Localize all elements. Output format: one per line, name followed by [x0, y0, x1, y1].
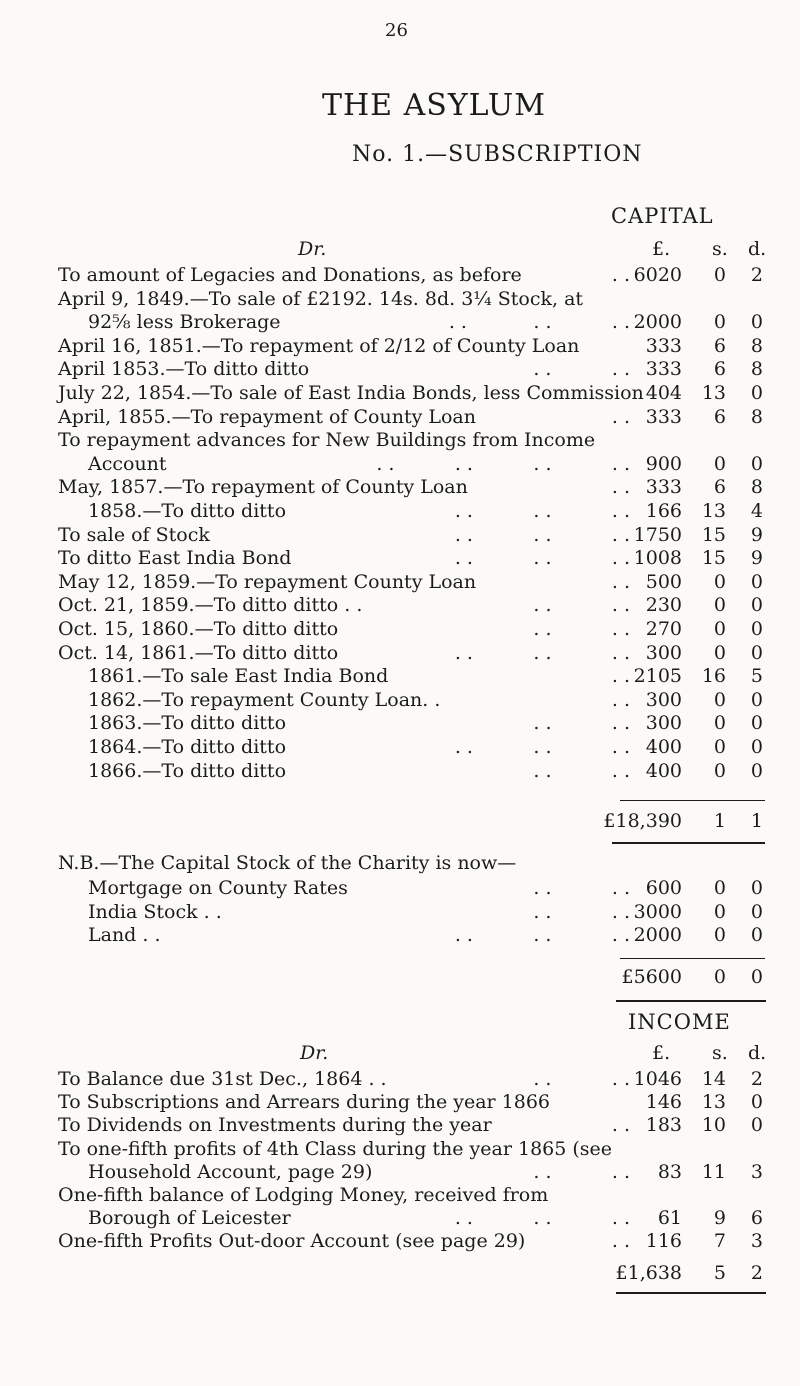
ledger-row	[0, 760, 800, 784]
shillings-value: 10	[701, 1114, 726, 1137]
income-pounds-header: £.	[652, 1042, 671, 1064]
row-label: 1864.—To ditto ditto	[88, 736, 287, 758]
pence-value: 0	[750, 570, 763, 593]
income-pence-header: d.	[748, 1042, 767, 1064]
leader-dots: . . . . . .	[436, 311, 630, 334]
pence-value: 0	[750, 1091, 763, 1114]
row-label: Oct. 14, 1861.—To ditto ditto	[58, 641, 339, 664]
ledger-row	[0, 665, 800, 689]
pence-value: 3	[750, 1160, 763, 1183]
row-label: 1863.—To ditto ditto	[88, 712, 287, 735]
capital-shillings-header: s.	[712, 238, 728, 260]
row-label: To repayment advances for New Buildings from Income	[58, 429, 596, 452]
leader-dots: . .	[575, 1230, 630, 1253]
shillings-value: 11	[701, 1160, 726, 1183]
pence-value: 8	[750, 358, 763, 381]
row-label: April 16, 1851.—To repayment of 2/12 of County Loan	[58, 334, 580, 357]
shillings-value: 0	[713, 594, 726, 617]
ledger-row	[0, 311, 800, 335]
ledger-row	[0, 712, 800, 736]
row-label: 92⅝ less Brokerage	[88, 311, 281, 334]
shillings-value: 0	[713, 641, 726, 664]
pounds-value: 61	[657, 1207, 682, 1230]
leader-dots: . . . .	[491, 358, 630, 381]
pounds-value: 230	[645, 594, 682, 617]
pence-value: 8	[750, 334, 763, 357]
ledger-row	[0, 288, 800, 312]
pence-value: 0	[750, 712, 763, 735]
shillings-value: 0	[713, 264, 726, 286]
pounds-value: 333	[645, 405, 682, 428]
row-label: To sale of Stock	[58, 523, 210, 546]
income-total-pounds: £1,638	[615, 1262, 682, 1284]
ledger-row	[0, 1161, 800, 1185]
page-number: 26	[385, 20, 408, 41]
ledger-row	[0, 642, 800, 666]
pence-value: 8	[750, 405, 763, 428]
pence-value: 3	[750, 1230, 763, 1253]
pounds-value: 400	[645, 736, 682, 758]
shillings-value: 6	[713, 358, 726, 381]
shillings-value: 16	[701, 665, 726, 688]
row-label: July 22, 1854.—To sale of East India Bonds, less Commission	[58, 382, 644, 404]
leader-dots: . . . .	[497, 618, 630, 640]
nb-intro: N.B.—The Capital Stock of the Charity is now—	[58, 852, 517, 874]
pence-value: 8	[750, 476, 763, 499]
leader-dots: . . . . . .	[418, 1207, 630, 1230]
leader-dots: . .	[563, 476, 630, 499]
nb-subtotal-rule	[620, 958, 765, 959]
pounds-value: 333	[645, 476, 682, 499]
ledger-row	[0, 524, 800, 548]
pounds-value: 1046	[633, 1068, 682, 1090]
row-label: To ditto East India Bond	[58, 547, 292, 570]
row-label: To one-fifth profits of 4th Class during the year 1865 (see	[58, 1137, 613, 1160]
row-label: May 12, 1859.—To repayment County Loan	[58, 570, 477, 593]
row-label: Oct. 21, 1859.—To ditto ditto . .	[58, 594, 363, 617]
row-label: April, 1855.—To repayment of County Loan	[58, 405, 476, 428]
row-label: One-fifth balance of Lodging Money, received from	[58, 1184, 549, 1206]
income-shillings-header: s.	[712, 1042, 728, 1064]
ledger-row	[0, 901, 800, 925]
ledger-row	[0, 453, 800, 477]
shillings-value: 0	[713, 570, 726, 593]
ledger-row	[0, 594, 800, 618]
pounds-value: 270	[645, 618, 682, 640]
row-label: To amount of Legacies and Donations, as before	[58, 264, 522, 286]
pounds-value: 2000	[633, 924, 682, 947]
leader-dots: . . . . . .	[418, 523, 630, 546]
row-label: To Balance due 31st Dec., 1864 . .	[58, 1068, 387, 1090]
ledger-row	[0, 429, 800, 453]
shillings-value: 0	[713, 712, 726, 735]
row-label: May, 1857.—To repayment of County Loan	[58, 476, 468, 499]
capital-pounds-header: £.	[652, 238, 671, 260]
pounds-value: 400	[645, 759, 682, 782]
capital-dr-label: Dr.	[298, 238, 327, 260]
row-label: To Dividends on Investments during the year	[58, 1114, 492, 1137]
pounds-value: 6020	[633, 264, 682, 286]
leader-dots: . .	[575, 1114, 630, 1137]
leader-dots: . . . . . .	[442, 641, 630, 664]
pence-value: 2	[750, 264, 763, 286]
leader-dots: . .	[575, 570, 630, 593]
capital-total-pounds: £18,390	[603, 810, 682, 832]
ledger-row	[0, 1207, 800, 1231]
pounds-value: 900	[645, 452, 682, 475]
pence-value: 9	[750, 547, 763, 570]
pence-value: 5	[750, 665, 763, 688]
shillings-value: 14	[701, 1068, 726, 1090]
ledger-row	[0, 736, 800, 760]
ledger-row	[0, 571, 800, 595]
row-label: Mortgage on County Rates	[88, 877, 348, 899]
shillings-value: 7	[713, 1230, 726, 1253]
pounds-value: 166	[645, 500, 682, 522]
shillings-value: 13	[701, 382, 726, 404]
pounds-value: 333	[645, 358, 682, 381]
pounds-value: 300	[645, 641, 682, 664]
leader-dots: . . . .	[485, 1160, 630, 1183]
pounds-value: 146	[645, 1091, 682, 1114]
ledger-row	[0, 924, 800, 948]
ledger-row	[0, 1091, 800, 1115]
ledger-row	[0, 406, 800, 430]
shillings-value: 0	[713, 736, 726, 758]
shillings-value: 0	[713, 311, 726, 334]
leader-dots: . . . . . .	[442, 736, 630, 758]
pence-value: 9	[750, 523, 763, 546]
leader-dots: . .	[563, 665, 630, 688]
ledger-row	[0, 618, 800, 642]
leader-dots: . . . .	[479, 900, 630, 923]
pounds-value: 333	[645, 334, 682, 357]
income-heading: INCOME	[628, 1010, 731, 1034]
pence-value: 0	[750, 594, 763, 617]
leader-dots: . .	[599, 264, 630, 286]
pounds-value: 300	[645, 712, 682, 735]
account-subtitle: No. 1.—SUBSCRIPTION	[352, 142, 643, 167]
ledger-row	[0, 547, 800, 571]
capital-total-pence: 1	[750, 810, 763, 832]
pounds-value: 300	[645, 688, 682, 711]
income-total-pence: 2	[750, 1262, 763, 1284]
row-label: Land . .	[88, 924, 161, 947]
leader-dots: . . . .	[497, 759, 630, 782]
pence-value: 4	[750, 500, 763, 522]
pence-value: 0	[750, 736, 763, 758]
ledger-row	[0, 500, 800, 524]
ledger-row	[0, 689, 800, 713]
row-label: Household Account, page 29)	[88, 1160, 373, 1183]
pence-value: 0	[750, 877, 763, 899]
pence-value: 0	[750, 1114, 763, 1137]
row-label: India Stock . .	[88, 900, 222, 923]
leader-dots: . . . .	[497, 712, 630, 735]
pounds-value: 1008	[633, 547, 682, 570]
pounds-value: 600	[645, 877, 682, 899]
capital-heading: CAPITAL	[611, 204, 714, 228]
pounds-value: 83	[657, 1160, 682, 1183]
pence-value: 0	[750, 618, 763, 640]
pounds-value: 2000	[633, 311, 682, 334]
row-label: 1866.—To ditto ditto	[88, 759, 287, 782]
pence-value: 0	[750, 924, 763, 947]
leader-dots: . . . . . . . .	[352, 452, 630, 475]
leader-dots: . . . .	[485, 594, 630, 617]
income-total-double-rule	[616, 1292, 766, 1294]
ledger-row	[0, 358, 800, 382]
leader-dots: . . . . . .	[412, 924, 630, 947]
pence-value: 0	[750, 688, 763, 711]
pounds-value: 116	[645, 1230, 682, 1253]
row-label: To Subscriptions and Arrears during the year 1866	[58, 1091, 551, 1114]
shillings-value: 6	[713, 334, 726, 357]
ledger-row	[0, 1230, 800, 1254]
nb-total-pence: 0	[750, 966, 763, 988]
shillings-value: 13	[701, 1091, 726, 1114]
pence-value: 0	[750, 900, 763, 923]
ledger-row	[0, 382, 800, 406]
page-title: THE ASYLUM	[322, 88, 546, 123]
capital-subtotal-rule	[620, 800, 765, 801]
shillings-value: 6	[713, 405, 726, 428]
pence-value: 0	[750, 759, 763, 782]
row-label: Account	[88, 452, 167, 475]
ledger-row	[0, 335, 800, 359]
nb-total-shillings: 0	[713, 966, 726, 988]
ledger-row	[0, 1138, 800, 1162]
ledger-row	[0, 877, 800, 901]
row-label: 1858.—To ditto ditto	[88, 500, 287, 522]
shillings-value: 0	[713, 618, 726, 640]
row-label: April 1853.—To ditto ditto	[58, 358, 310, 381]
ledger-row	[0, 476, 800, 500]
capital-total-double-rule	[612, 842, 765, 844]
leader-dots: . .	[563, 688, 630, 711]
leader-dots: . . . .	[521, 877, 630, 899]
leader-dots: . .	[563, 405, 630, 428]
leader-dots: . . . . . .	[430, 547, 630, 570]
shillings-value: 0	[713, 759, 726, 782]
nb-total-double-rule	[616, 1000, 766, 1002]
row-label: Oct. 15, 1860.—To ditto ditto	[58, 618, 339, 640]
shillings-value: 0	[713, 900, 726, 923]
pence-value: 0	[750, 641, 763, 664]
leader-dots: . . . .	[491, 1068, 630, 1090]
ledger-row	[0, 1068, 800, 1092]
row-label: April 9, 1849.—To sale of £2192. 14s. 8d. 3¼ Stock, at	[58, 287, 584, 310]
capital-pence-header: d.	[748, 238, 767, 260]
pounds-value: 1750	[633, 523, 682, 546]
pounds-value: 3000	[633, 900, 682, 923]
shillings-value: 0	[713, 877, 726, 899]
row-label: 1862.—To repayment County Loan. .	[88, 688, 441, 711]
shillings-value: 6	[713, 476, 726, 499]
pounds-value: 500	[645, 570, 682, 593]
shillings-value: 13	[701, 500, 726, 522]
pence-value: 6	[750, 1207, 763, 1230]
income-dr-label: Dr.	[300, 1042, 329, 1064]
shillings-value: 9	[713, 1207, 726, 1230]
ledger-row	[0, 264, 800, 288]
shillings-value: 0	[713, 688, 726, 711]
capital-total-shillings: 1	[713, 810, 726, 832]
shillings-value: 0	[713, 452, 726, 475]
ledger-row	[0, 1184, 800, 1208]
pence-value: 0	[750, 311, 763, 334]
row-label: One-fifth Profits Out-door Account (see page 29)	[58, 1230, 526, 1253]
leader-dots: . . . . . .	[418, 500, 630, 522]
pence-value: 0	[750, 382, 763, 404]
pounds-value: 2105	[633, 665, 682, 688]
pence-value: 2	[750, 1068, 763, 1090]
ledger-row	[0, 1114, 800, 1138]
shillings-value: 15	[701, 547, 726, 570]
income-total-shillings: 5	[713, 1262, 726, 1284]
shillings-value: 15	[701, 523, 726, 546]
pounds-value: 404	[645, 382, 682, 404]
pence-value: 0	[750, 452, 763, 475]
nb-total-pounds: £5600	[621, 966, 682, 988]
row-label: Borough of Leicester	[88, 1207, 291, 1230]
shillings-value: 0	[713, 924, 726, 947]
row-label: 1861.—To sale East India Bond	[88, 665, 389, 688]
pounds-value: 183	[645, 1114, 682, 1137]
